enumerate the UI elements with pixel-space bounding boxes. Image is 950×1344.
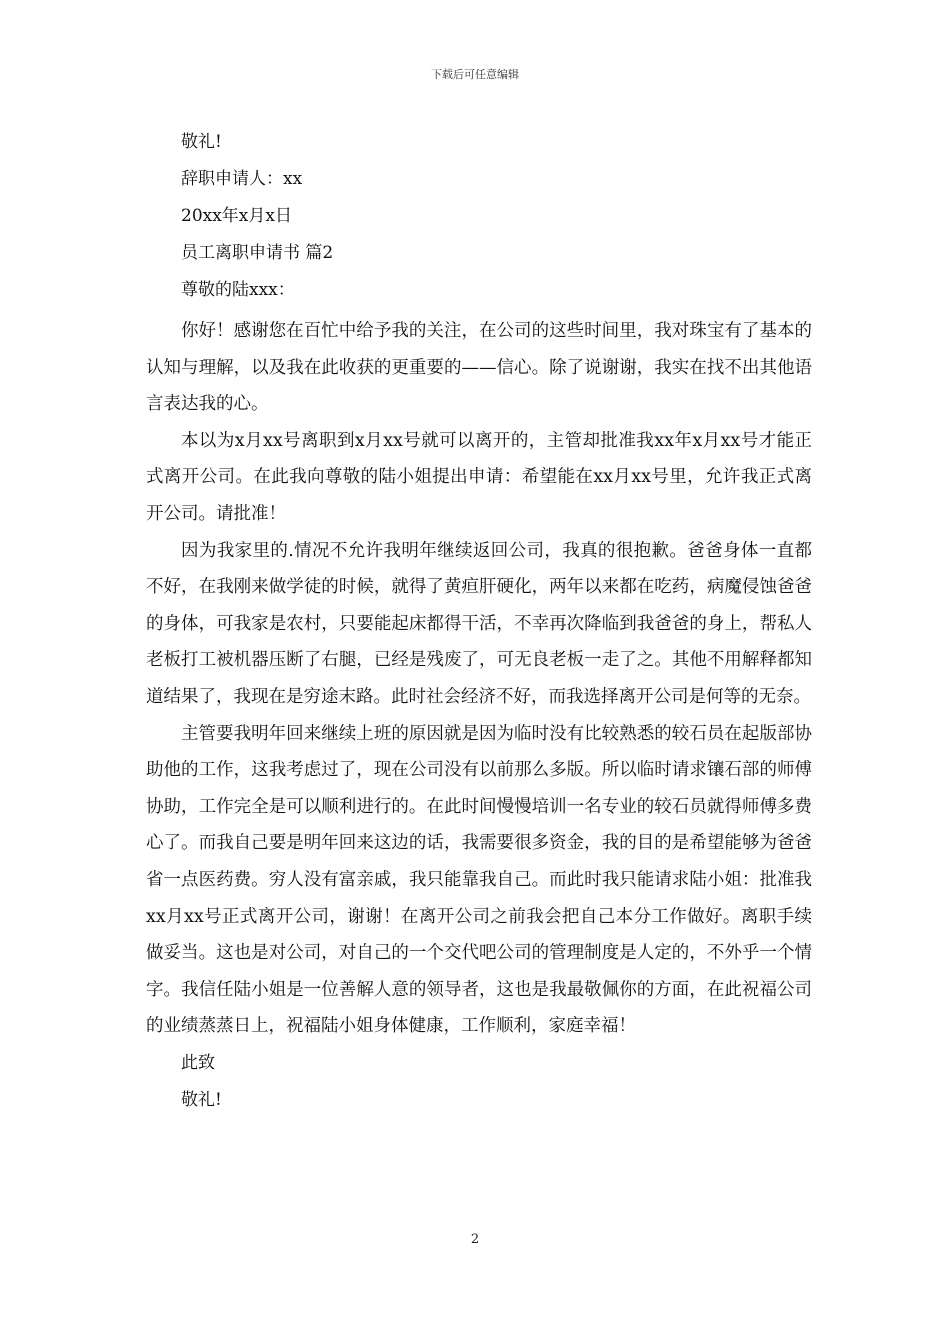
closing-phrase: 此致 [181,1052,215,1073]
letter-greeting: 尊敬的陆xxx： [181,280,295,300]
body-paragraph: 因为我家里的.情况不允许我明年继续返回公司，我真的很抱歉。爸爸身体一直都不好，在我刚来做学徒的时候，就得了黄疸肝硬化，两年以来都在吃药，病魔侵蚀爸爸的身体，可我家是农村，只要能起床都得干活，不幸再次降临到我爸爸的身上，帮私人老板打工被机器压断了右腿，已经是残废了，可无良老板一走了之。其他不用解释都知道结果了，我现在是穷途末路。此时社会经济不好，而我选择离开公司是何等的无奈。 [146,540,812,707]
section-title: 员工离职申请书 篇2 [181,243,334,263]
applicant-signature: 辞职申请人：xx [181,169,303,189]
body-paragraph: 本以为x月xx号离职到x月xx号就可以离开的，主管却批准我xx年x月xx号才能正式离开公司。在此我向尊敬的陆小姐提出申请：希望能在xx月xx号里，允许我正式离开公司。请批准！ [146,430,812,524]
document-body [146,124,812,1119]
letter-date: 20xx年x月x日 [181,206,292,226]
page-number: 2 [470,1232,480,1247]
closing-salute: 敬礼! [181,132,222,152]
page-header: 下载后可任意编辑 [431,68,519,81]
body-paragraph: 主管要我明年回来继续上班的原因就是因为临时没有比较熟悉的较石员在起版部协助他的工作，这我考虑过了，现在公司没有以前那么多版。所以临时请求镶石部的师傅协助，工作完全是可以顺利进行的。在此时间慢慢培训一名专业的较石员就得师傅多费心了。而我自己要是明年回来这边的话，我需要很多资金，我的目的是希望能够为爸爸省一点医药费。穷人没有富亲戚，我只能靠我自己。而此时我只能请求陆小姐：批准我xx月xx号正式离开公司，谢谢！在离开公司之前我会把自己本分工作做好。离职手续做妥当。这也是对公司，对自己的一个交代吧公司的管理制度是人定的，不外乎一个情字。我信任陆小姐是一位善解人意的领导者，这也是我最敬佩你的方面，在此祝福公司的业绩蒸蒸日上，祝福陆小姐身体健康，工作顺利，家庭幸福！ [146,723,812,1037]
body-paragraph: 你好！感谢您在百忙中给予我的关注，在公司的这些时间里，我对珠宝有了基本的认知与理解，以及我在此收获的更重要的——信心。除了说谢谢，我实在找不出其他语言表达我的心。 [146,321,812,415]
closing-salute: 敬礼! [181,1089,222,1110]
